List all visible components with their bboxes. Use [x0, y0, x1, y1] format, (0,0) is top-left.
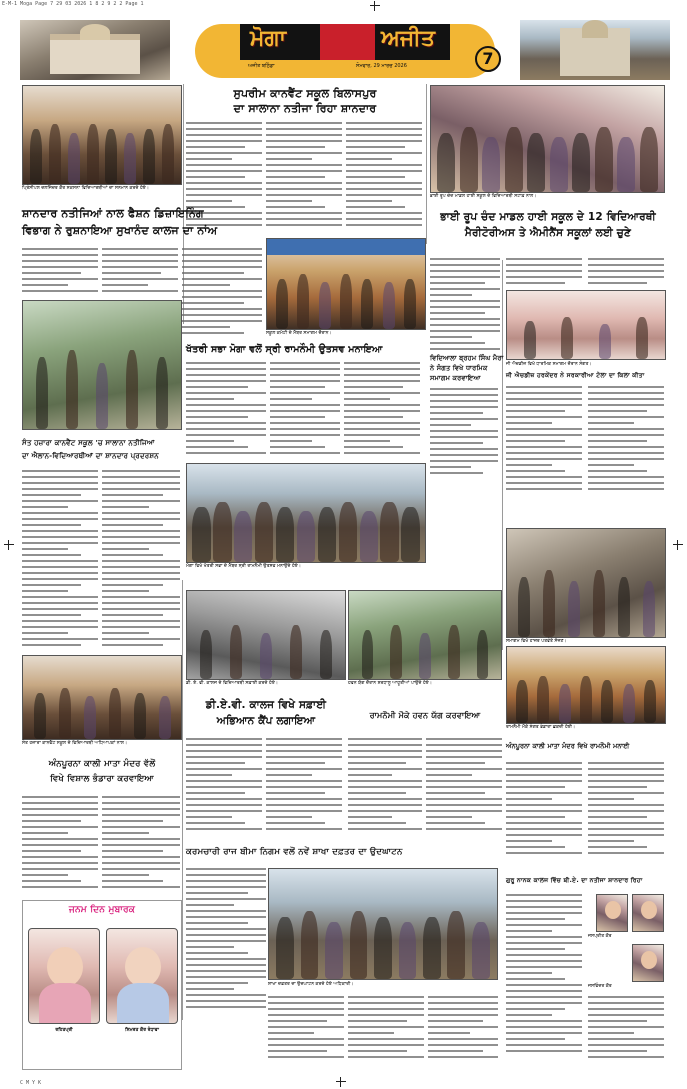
body-bhai-roop-col2	[506, 258, 582, 288]
body-sant-hazara-col2	[102, 470, 180, 650]
body-esic-col3	[348, 996, 424, 1066]
body-fashion-col1	[22, 248, 98, 296]
masthead-city-photo-left	[20, 20, 170, 80]
registration-mark	[336, 1077, 346, 1087]
body-khatri-col1	[186, 362, 266, 462]
body-supreme-col2	[266, 122, 342, 232]
headline-annapurna-left-1: ਅੰਨਪੂਰਨਾ ਕਾਲੀ ਮਾਤਾ ਮੰਦਰ ਵੱਲੋਂ	[48, 759, 156, 769]
photo-student-3	[632, 944, 664, 982]
masthead-title-moga: ਮੋਗਾ	[249, 26, 287, 51]
body-havan-col2	[426, 738, 502, 838]
headline-fashion-1: ਸ਼ਾਨਦਾਰ ਨਤੀਜਿਆਂ ਨਾਲ ਫੈਸ਼ਨ ਡਿਜ਼ਾਇਨਿੰਗ	[22, 207, 204, 220]
body-dav-col1	[186, 738, 262, 838]
registration-mark	[673, 540, 683, 550]
photo-school-committee	[266, 238, 426, 330]
caption-khatri-sabha: ਮੋਗਾ ਵਿਖੇ ਖੱਤਰੀ ਸਭਾ ਦੇ ਮੈਂਬਰ ਸ੍ਰੀ ਰਾਮਨੌਮੀ ਉਤਸਵ ਮਨਾਉਂਦੇ ਹੋਏ।	[186, 564, 301, 569]
headline-esic: ਕਰਮਚਾਰੀ ਰਾਜ ਬੀਮਾ ਨਿਗਮ ਵਲੋਂ ਨਵੇਂ ਸ਼ਾਖਾ ਦਫ਼ਤਰ ਦਾ ਉਦਘਾਟਨ	[186, 847, 403, 857]
photo-principal-honour	[22, 85, 182, 185]
body-esic-col2	[268, 996, 344, 1066]
headline-vidyapeeth-3: ਸਮਾਗਮ ਕਰਵਾਇਆ	[430, 374, 481, 382]
photo-student-1	[596, 894, 628, 932]
column-rule	[502, 260, 503, 650]
photo-sant-hazara	[22, 655, 182, 740]
headline-dav-1: ਡੀ.ਏ.ਵੀ. ਕਾਲਜ ਵਿਖੇ ਸਫ਼ਾਈ	[205, 699, 327, 711]
edition-date: ਸੋਮਵਾਰ, 29 ਮਾਰਚ 2026	[356, 63, 407, 69]
caption-sant-hazara: ਸੰਤ ਹਜ਼ਾਰਾ ਕਾਨਵੈਂਟ ਸਕੂਲ ਦੇ ਵਿਦਿਆਰਥੀ ਅਧਿਆਪਕਾਂ ਨਾਲ।	[22, 741, 128, 746]
registration-mark	[370, 1, 380, 11]
footer-slug: C M Y K	[20, 1080, 42, 1086]
photo-esic	[268, 868, 498, 980]
body-sant-hazara-col1	[22, 470, 98, 650]
headline-sant-hazara-2: ਦਾ ਐਲਾਨ-ਵਿਦਿਆਰਥੀਆਂ ਦਾ ਸ਼ਾਨਦਾਰ ਪ੍ਰਦਰਸ਼ਨ	[22, 452, 159, 460]
caption-bhai-roop-chand: ਭਾਈ ਰੂਪ ਚੰਦ ਮਾਡਲ ਹਾਈ ਸਕੂਲ ਦੇ ਵਿਦਿਆਰਥੀ ਸਟਾਫ਼ ਨਾਲ।	[430, 194, 537, 199]
body-khatri-col3	[344, 362, 420, 462]
headline-annapurna-left-2: ਵਿਖੇ ਵਿਸ਼ਾਲ ਭੰਡਾਰਾ ਕਰਵਾਇਆ	[50, 774, 154, 784]
headline-supreme-2: ਦਾ ਸਾਲਾਨਾ ਨਤੀਜਾ ਰਿਹਾ ਸ਼ਾਨਦਾਰ	[233, 102, 377, 115]
headline-fashion-2: ਵਿਭਾਗ ਨੇ ਰੁਸ਼ਨਾਇਆ ਸੁਖਾਨੰਦ ਕਾਲਜ ਦਾ ਨਾਂਅ	[22, 224, 218, 237]
headline-annapurna-right: ਅੰਨਪੂਰਨਾ ਕਾਲੀ ਮਾਤਾ ਮੰਦਰ ਵਿਖੇ ਰਾਮਨੌਮੀ ਮਨਾਈ	[506, 743, 630, 750]
headline-guru-nanak: ਗੁਰੂ ਨਾਨਕ ਕਾਲਜ ਵਿੱਚ ਬੀ.ਏ. ਦਾ ਨਤੀਜਾ ਸ਼ਾਨਦਾਰ ਰਿਹਾ	[506, 877, 643, 884]
headline-sant-hazara-1: ਸੰਤ ਹਜ਼ਾਰਾ ਕਾਨਵੈਂਟ ਸਕੂਲ 'ਚ ਸਾਲਾਨਾ ਨਤੀਜਿਆਂ	[22, 439, 155, 447]
column-rule	[182, 580, 183, 1020]
body-bhai-roop-col3	[588, 258, 664, 288]
photo-fashion-students	[22, 300, 182, 430]
photo-bhai-roop-chand	[430, 85, 665, 193]
caption-right-photo: ਜੀ ਐਚਡੀਜ਼ ਵਿਖੇ ਧਾਰਮਿਕ ਸਮਾਗਮ ਦੌਰਾਨ ਸੰਗਤ।	[506, 362, 592, 367]
photo-annapurna-right	[506, 646, 666, 724]
caption-right-middle: ਸਮਾਗਮ ਵਿਖੇ ਹਾਜ਼ਰ ਪਤਵੰਤੇ ਸੱਜਣ।	[506, 639, 567, 644]
photo-bhai-roop-honour	[506, 290, 666, 360]
body-fashion-col3	[182, 248, 262, 338]
headline-khatri-sabha: ਖੱਤਰੀ ਸਭਾ ਮੋਗਾ ਵਲੋਂ ਸ੍ਰੀ ਰਾਮਨੌਮੀ ਉਤਸਵ ਮਨਾਇਆ	[186, 344, 383, 355]
name-child-1: ਰਹਿਤਪ੍ਰੀ	[55, 1028, 73, 1033]
body-annapurna-left-col1	[22, 796, 98, 892]
body-ghumarwin-col1	[506, 386, 582, 496]
body-khatri-col2	[270, 362, 340, 462]
headline-bhai-roop-2: ਮੈਰੀਟੋਰੀਅਸ ਤੇ ਐਮੀਨੈਂਸ ਸਕੂਲਾਂ ਲਈ ਚੁਣੇ	[464, 227, 632, 239]
column-rule	[426, 84, 427, 244]
body-annapurna-right-col2	[588, 762, 664, 862]
headline-havan: ਰਾਮਨੌਮੀ ਮੌਕੇ ਹਵਨ ਯੱਗ ਕਰਵਾਇਆ	[369, 711, 481, 720]
headline-ghumarwin: ਜੀ ਐਚਡੀਜ਼ ਹਰਕੇਂਦਰ ਨੇ ਸਰਕਾਰੀਆ ਟੋਲਾ ਦਾ ਕਿਲਾ ਕੀਤਾ	[506, 372, 645, 379]
body-bhai-roop-col1	[430, 258, 500, 358]
caption-esic: ਸ਼ਾਖਾ ਦਫ਼ਤਰ ਦਾ ਉਦਘਾਟਨ ਕਰਦੇ ਹੋਏ ਅਧਿਕਾਰੀ।	[268, 982, 354, 987]
body-fashion-col2	[102, 248, 178, 296]
photo-dav	[186, 590, 346, 680]
name-child-2: ਸਿਮਰਤ ਕੌਰ ਰੰਧਾਵਾ	[125, 1028, 159, 1033]
page-number: 7	[475, 46, 501, 72]
body-annapurna-right-col1	[506, 762, 582, 862]
body-annapurna-left-col2	[102, 796, 180, 892]
photo-khatri-sabha	[186, 463, 426, 563]
body-supreme-col3	[346, 122, 422, 232]
photo-student-2	[632, 894, 664, 932]
headline-bhai-roop-1: ਭਾਈ ਰੂਪ ਚੰਦ ਮਾਡਲ ਹਾਈ ਸਕੂਲ ਦੇ 12 ਵਿਦਿਆਰਥੀ	[440, 211, 656, 223]
body-vidyapeeth	[430, 388, 498, 478]
body-esic-col1	[186, 868, 266, 1018]
photo-right-middle	[506, 528, 666, 638]
body-guru-nanak-col2	[588, 996, 664, 1066]
name-student-2: ਜਸਵਿੰਦਰ ਕੌਰ	[588, 984, 612, 989]
headline-supreme-1: ਸੁਪਰੀਮ ਕਾਨਵੈਂਟ ਸਕੂਲ ਬਿਲਾਸਪੁਰ	[233, 87, 377, 100]
body-dav-col2	[266, 738, 342, 838]
registration-mark	[4, 540, 14, 550]
body-esic-col4	[428, 996, 498, 1066]
headline-vidyapeeth-2: ਨੇ ਸੰਗਤ ਵਿਖੇ ਧਾਰਮਿਕ	[430, 364, 488, 372]
name-student-1: ਜਸਪ੍ਰੀਤ ਕੌਰ	[588, 934, 612, 939]
headline-vidyapeeth-1: ਵਿਦਿਆਲਾ ਬ੍ਰਹਮ ਸਿੰਘ ਮੈਰਾ	[430, 354, 504, 362]
headline-dav-2: ਅਭਿਆਨ ਕੈਂਪ ਲਗਾਇਆ	[216, 715, 316, 727]
body-guru-nanak-col1	[506, 894, 582, 1064]
caption-havan: ਹਵਨ ਯੱਗ ਦੌਰਾਨ ਸ਼ਰਧਾਲੂ ਆਹੂਤੀਆਂ ਪਾਉਂਦੇ ਹੋਏ।	[348, 681, 432, 686]
masthead	[20, 20, 670, 82]
photo-child-2	[106, 928, 178, 1024]
headline-birthday: ਜਨਮ ਦਿਨ ਮੁਬਾਰਕ	[68, 905, 136, 915]
photo-child-1	[28, 928, 100, 1024]
caption-principal-honour: ਪ੍ਰਿੰਸੀਪਲ ਦਲਜਿੰਦਰ ਕੌਰ ਸਕਸਨਾ ਵਿਦਿਆਰਥੀਆਂ ਦਾ ਸਨਮਾਨ ਕਰਦੇ ਹੋਏ।	[22, 186, 149, 191]
body-ghumarwin-col2	[588, 386, 664, 496]
edition-label: ਅਜੀਤ ਬਠਿੰਡਾ	[248, 63, 275, 69]
caption-annapurna-right: ਰਾਮਨੌਮੀ ਮੌਕੇ ਸੰਗਤ ਭੰਡਾਰਾ ਛਕਦੀ ਹੋਈ।	[506, 725, 576, 730]
masthead-title-ajit: ਅਜੀਤ	[381, 26, 435, 51]
masthead-city-photo-right	[520, 20, 670, 80]
caption-school-committee: ਸਕੂਲ ਕਮੇਟੀ ਦੇ ਮੈਂਬਰ ਸਮਾਗਮ ਦੌਰਾਨ।	[266, 331, 332, 336]
photo-havan	[348, 590, 502, 680]
caption-dav: ਡੀ. ਏ. ਵੀ. ਕਾਲਜ ਦੇ ਵਿਦਿਆਰਥੀ ਸਫ਼ਾਈ ਕਰਦੇ ਹੋਏ।	[186, 681, 278, 686]
printer-slug: E-M-1 Moga Page 7 29 03 2026 1 8 2 9 2 2 Page 1	[2, 1, 144, 7]
body-havan-col1	[348, 738, 422, 838]
